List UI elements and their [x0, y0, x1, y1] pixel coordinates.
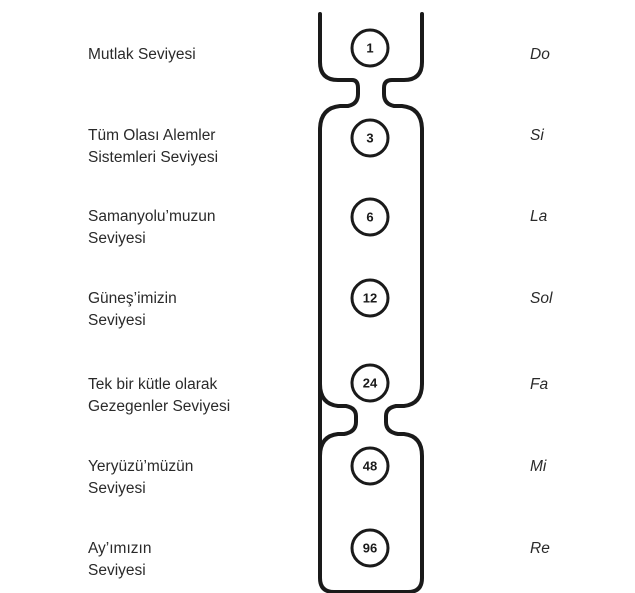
level-label: Samanyolu’muzun Seviyesi: [88, 208, 216, 247]
level-label: Güneş’imizin Seviyesi: [88, 290, 177, 329]
level-number: 12: [362, 290, 378, 306]
level-number: 24: [362, 375, 378, 391]
lower-neck-left: [320, 384, 356, 456]
level-label: Tek bir kütle olarak Gezegenler Seviyesi: [88, 376, 231, 415]
level-label: Yeryüzü’müzün Seviyesi: [88, 458, 194, 497]
level-number: 6: [366, 209, 374, 225]
musical-note: Si: [530, 127, 544, 144]
musical-note: Mi: [530, 458, 547, 475]
level-number: 48: [362, 458, 378, 474]
musical-note: Re: [530, 540, 550, 557]
level-label: Mutlak Seviyesi: [88, 46, 196, 63]
musical-note: Do: [530, 46, 550, 63]
level-number: 3: [366, 130, 374, 146]
level-label: Ay’ımızın Seviyesi: [88, 540, 152, 579]
musical-note: Fa: [530, 376, 549, 393]
level-number: 96: [362, 540, 378, 556]
musical-note: Sol: [530, 290, 553, 307]
musical-note: La: [530, 208, 548, 225]
level-number: 1: [366, 40, 374, 56]
level-label: Tüm Olası Alemler Sistemleri Seviyesi: [88, 127, 219, 166]
